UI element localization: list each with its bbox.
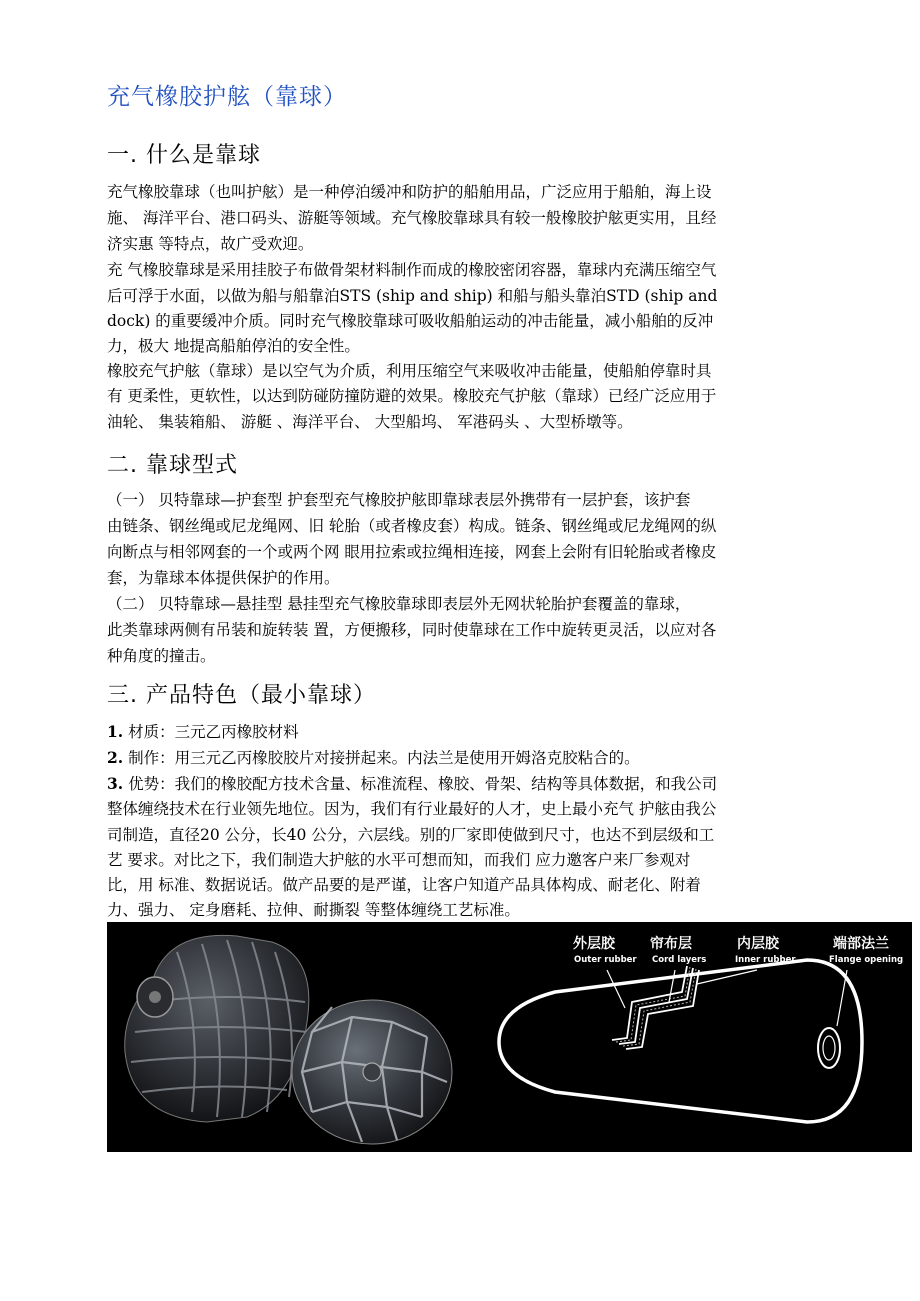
paragraph-line: 由链条、钢丝绳或尼龙绳网、旧 轮胎（或者橡皮套）构成。链条、钢丝绳或尼龙绳网的纵 xyxy=(107,517,717,535)
list-item-text: 制作：用三元乙丙橡胶胶片对接拼起来。内法兰是使用开姆洛克胶粘合的。 xyxy=(128,749,640,767)
list-item xyxy=(107,720,299,744)
label-inner-rubber-cn: 内层胶 xyxy=(737,936,779,952)
paragraph-line: （一） 贝特靠球—护套型 护套型充气橡胶护舷即靠球表层外携带有一层护套，该护套 xyxy=(107,491,691,509)
paragraph-line: 比，用 标准、数据说话。做产品要的是严谨，让客户知道产品具体构成、耐老化、附着 xyxy=(107,876,701,894)
paragraph-line: 艺 要求。对比之下，我们制造大护舷的水平可想而知，而我们 应力邀客户来厂参观对 xyxy=(107,851,691,869)
paragraph-line: 套，为靠球本体提供保护的作用。 xyxy=(107,569,340,587)
label-inner-rubber-en: Inner rubber xyxy=(735,955,796,965)
label-cord-layers-cn: 帘布层 xyxy=(650,936,692,952)
list-item xyxy=(107,772,717,796)
paragraph-line: dock) 的重要缓冲介质。同时充气橡胶靠球可吸收船舶运动的冲击能量，减小船舶的反冲 xyxy=(107,312,714,330)
cylindrical-fender-image xyxy=(125,935,309,1122)
paragraph-line: 橡胶充气护舷（靠球）是以空气为介质，利用压缩空气来吸收冲击能量，使船舶停靠时具 xyxy=(107,362,712,380)
list-item-number: 3. xyxy=(107,774,124,793)
fender-illustration xyxy=(107,922,912,1152)
paragraph-line: 力、强力、 定身磨耗、拉伸、耐撕裂 等整体缠绕工艺标准。 xyxy=(107,901,520,919)
paragraph-line: 司制造，直径20 公分，长40 公分，六层线。别的厂家即使做到尺寸，也达不到层级和工 xyxy=(107,826,715,844)
net-fender-image xyxy=(292,1000,452,1144)
paragraph-line: 力，极大 地提高船舶停泊的安全性。 xyxy=(107,337,360,355)
fender-structure-diagram xyxy=(499,935,903,1122)
list-item-text: 优势：我们的橡胶配方技术含量、标准流程、橡胶、骨架、结构等具体数据，和我公司 xyxy=(128,775,718,793)
fender-figure xyxy=(107,922,912,1152)
label-flange-cn: 端部法兰 xyxy=(833,936,889,952)
paragraph-line: 油轮、 集装箱船、 游艇 、海洋平台、 大型船坞、 军港码头 、大型桥墩等。 xyxy=(107,413,633,431)
paragraph-line: 充 气橡胶靠球是采用挂胶子布做骨架材料制作而成的橡胶密闭容器，靠球内充满压缩空气 xyxy=(107,261,717,279)
label-flange-en: Flange opening xyxy=(829,955,904,965)
paragraph-line: 济实惠 等特点，故广受欢迎。 xyxy=(107,235,314,253)
list-item-number: 1. xyxy=(107,722,124,741)
label-outer-rubber-en: Outer rubber xyxy=(574,955,637,965)
list-item xyxy=(107,746,640,770)
document-title: 充气橡胶护舷（靠球） xyxy=(107,84,347,110)
paragraph-line: 有 更柔性，更软性，以达到防碰防撞防避的效果。橡胶充气护舷（靠球）已经广泛应用于 xyxy=(107,387,717,405)
paragraph-line: 充气橡胶靠球（也叫护舷）是一种停泊缓冲和防护的船舶用品，广泛应用于船舶，海上设 xyxy=(107,183,712,201)
paragraph-line: 后可浮于水面，以做为船与船靠泊STS (ship and ship) 和船与船头靠泊STD (ship and xyxy=(107,287,718,305)
paragraph-line: 整体缠绕技术在行业领先地位。因为，我们有行业最好的人才，史上最小充气 护舷由我公 xyxy=(107,800,717,818)
section-heading-product-features: 三. 产品特色（最小靠球） xyxy=(107,683,376,708)
paragraph-line: 施、 海洋平台、港口码头、游艇等领域。充气橡胶靠球具有较一般橡胶护舷更实用，且经 xyxy=(107,209,717,227)
section-heading-what-is-fender: 一. 什么是靠球 xyxy=(107,143,261,168)
list-item-number: 2. xyxy=(107,748,124,767)
paragraph-line: 此类靠球两侧有吊装和旋转装 置，方便搬移，同时使靠球在工作中旋转更灵活，以应对各 xyxy=(107,621,717,639)
label-outer-rubber-cn: 外层胶 xyxy=(573,936,615,952)
list-item-text: 材质：三元乙丙橡胶材料 xyxy=(128,723,299,741)
section-heading-fender-types: 二. 靠球型式 xyxy=(107,453,238,478)
label-cord-layers-en: Cord layers xyxy=(652,955,707,965)
paragraph-line: （二） 贝特靠球—悬挂型 悬挂型充气橡胶靠球即表层外无网状轮胎护套覆盖的靠球， xyxy=(107,595,691,613)
paragraph-line: 向断点与相邻网套的一个或两个网 眼用拉索或拉绳相连接，网套上会附有旧轮胎或者橡皮 xyxy=(107,543,717,561)
paragraph-line: 种角度的撞击。 xyxy=(107,647,216,665)
